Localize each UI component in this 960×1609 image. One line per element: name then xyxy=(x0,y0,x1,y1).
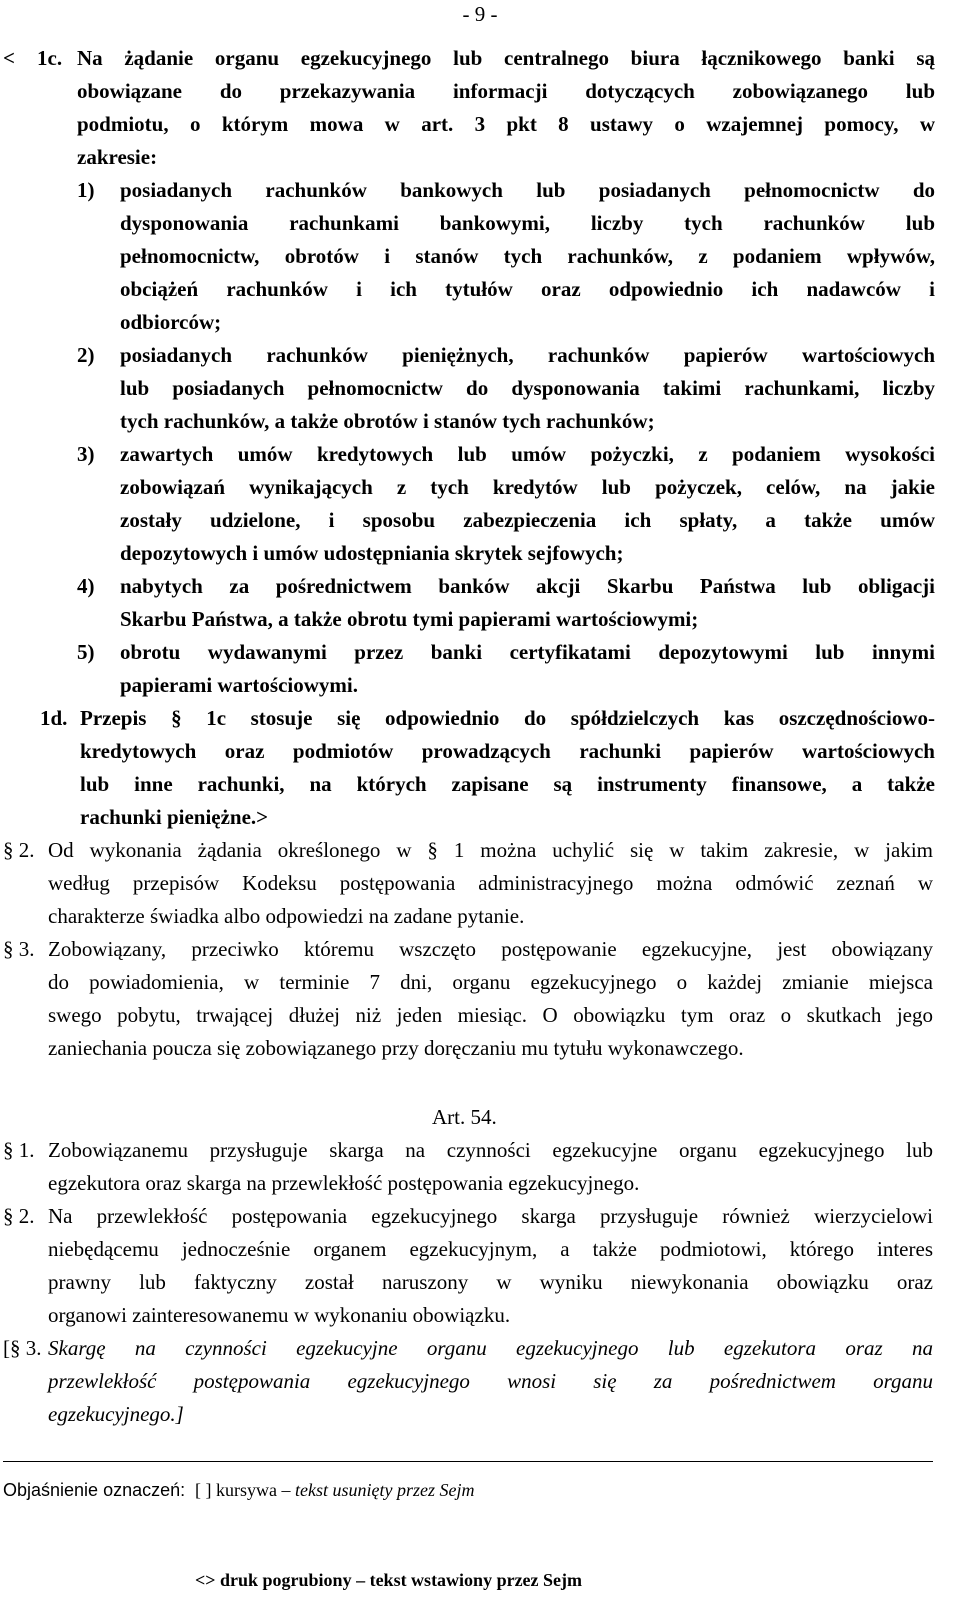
art-section-2-line: prawny lub faktyczny został naruszony w wyniku niewykonania obowiązku oraz xyxy=(48,1270,933,1294)
paragraph-1c-line: podmiotu, o którym mowa w art. 3 pkt 8 ustawy o wzajemnej pomocy, w xyxy=(77,112,935,136)
paragraph-1d-number: 1d. xyxy=(40,706,68,730)
list-item-number: 5) xyxy=(77,640,95,664)
list-item-line: zostały udzielone, i sposobu zabezpieczenia ich spłaty, a także umów xyxy=(120,508,935,532)
art-section-1-line: egzekutora oraz skarga na przewlekłość postępowania egzekucyjnego. xyxy=(48,1171,640,1195)
list-item-line: zawartych umów kredytowych lub umów pożyczki, z podaniem wysokości xyxy=(120,442,935,466)
art-section-2-line: niebędącemu jednocześnie organem egzekucyjnym, a także podmiotowi, którego interes xyxy=(48,1237,933,1261)
list-item-line: papierami wartościowymi. xyxy=(120,673,358,697)
paragraph-1c-number: 1c. xyxy=(37,46,63,70)
art-section-1-number: § 1. xyxy=(3,1138,35,1162)
footer-divider xyxy=(3,1461,933,1462)
section-2-line: charakterze świadka albo odpowiedzi na zadane pytanie. xyxy=(48,904,525,928)
article-heading: Art. 54. xyxy=(432,1105,497,1129)
section-3-number: § 3. xyxy=(3,937,35,961)
list-item-line: obrotu wydawanymi przez banki certyfikatami depozytowymi lub innymi xyxy=(120,640,935,664)
list-item-number: 1) xyxy=(77,178,95,202)
footer-legend-label: Objaśnienie oznaczeń: xyxy=(3,1480,186,1500)
paragraph-1d-line: rachunki pieniężne.> xyxy=(80,805,269,829)
art-section-1-line: Zobowiązanemu przysługuje skarga na czynności egzekucyjne organu egzekucyjnego lub xyxy=(48,1138,933,1162)
list-item-line: zobowiązań wynikających z tych kredytów lub pożyczek, celów, na jakie xyxy=(120,475,935,499)
list-item-line: posiadanych rachunków bankowych lub posiadanych pełnomocnictw do xyxy=(120,178,935,202)
list-item-line: pełnomocnictw, obrotów i stanów tych rachunków, z podaniem wpływów, xyxy=(120,244,935,268)
insert-open-marker: < xyxy=(3,46,15,70)
paragraph-1d-line: lub inne rachunki, na których zapisane są instrumenty finansowe, a także xyxy=(80,772,935,796)
list-item-line: nabytych za pośrednictwem banków akcji Skarbu Państwa lub obligacji xyxy=(120,574,935,598)
art-section-3-line: przewlekłość postępowania egzekucyjnego wnosi się za pośrednictwem organu xyxy=(48,1369,933,1393)
paragraph-1d-line: kredytowych oraz podmiotów prowadzących rachunki papierów wartościowych xyxy=(80,739,935,763)
list-item-line: Skarbu Państwa, a także obrotu tymi papierami wartościowymi; xyxy=(120,607,699,631)
list-item-line: tych rachunków, a także obrotów i stanów tych rachunków; xyxy=(120,409,655,433)
section-2-line: według przepisów Kodeksu postępowania administracyjnego można odmówić zeznań w xyxy=(48,871,933,895)
art-section-3-line: egzekucyjnego.] xyxy=(48,1402,184,1426)
section-3-line: swego pobytu, trwającej dłużej niż jeden miesiąc. O obowiązku tym oraz o skutkach jego xyxy=(48,1003,933,1027)
list-item-line: posiadanych rachunków pieniężnych, rachunków papierów wartościowych xyxy=(120,343,935,367)
footer-italic-legend xyxy=(195,1480,474,1501)
list-item-number: 4) xyxy=(77,574,95,598)
footer-bold-legend: <> druk pogrubiony – tekst wstawiony przez Sejm xyxy=(195,1570,583,1590)
list-item-number: 3) xyxy=(77,442,95,466)
list-item-line: obciążeń rachunków i ich tytułów oraz odpowiednio ich nadawców i xyxy=(120,277,935,301)
art-section-2-line: Na przewlekłość postępowania egzekucyjnego skarga przysługuje również wierzycielowi xyxy=(48,1204,933,1228)
art-section-2-line: organowi zainteresowanemu w wykonaniu obowiązku. xyxy=(48,1303,511,1327)
section-3-line: Zobowiązany, przeciwko któremu wszczęto postępowanie egzekucyjne, jest obowiązany xyxy=(48,937,933,961)
list-item-line: dysponowania rachunkami bankowymi, liczby tych rachunków lub xyxy=(120,211,935,235)
page-number: - 9 - xyxy=(462,2,498,26)
art-section-3-line: Skargę na czynności egzekucyjne organu egzekucyjnego lub egzekutora oraz na xyxy=(48,1336,933,1360)
paragraph-1c-line: obowiązane do przekazywania informacji dotyczących zobowiązanego lub xyxy=(77,79,935,103)
footer-italic-key: [ ] kursywa – xyxy=(195,1480,291,1500)
paragraph-1c-line: Na żądanie organu egzekucyjnego lub centralnego biura łącznikowego banki są xyxy=(77,46,935,70)
section-2-number: § 2. xyxy=(3,838,35,862)
footer-italic-desc: tekst usunięty przez Sejm xyxy=(294,1480,475,1500)
paragraph-1c-line: zakresie: xyxy=(77,145,158,169)
section-3-line: zaniechania poucza się zobowiązanego przy doręczaniu mu tytułu wykonawczego. xyxy=(48,1036,744,1060)
art-section-3-number: [§ 3. xyxy=(3,1336,42,1360)
section-3-line: do powiadomienia, w terminie 7 dni, organu egzekucyjnego o każdej zmianie miejsca xyxy=(48,970,933,994)
list-item-line: depozytowych i umów udostępniania skrytek sejfowych; xyxy=(120,541,624,565)
section-2-line: Od wykonania żądania określonego w § 1 można uchylić się w takim zakresie, w jakim xyxy=(48,838,933,862)
list-item-line: odbiorców; xyxy=(120,310,222,334)
list-item-line: lub posiadanych pełnomocnictw do dysponowania takimi rachunkami, liczby xyxy=(120,376,935,400)
paragraph-1d-line: Przepis § 1c stosuje się odpowiednio do spółdzielczych kas oszczędnościowo- xyxy=(80,706,935,730)
art-section-2-number: § 2. xyxy=(3,1204,35,1228)
list-item-number: 2) xyxy=(77,343,95,367)
